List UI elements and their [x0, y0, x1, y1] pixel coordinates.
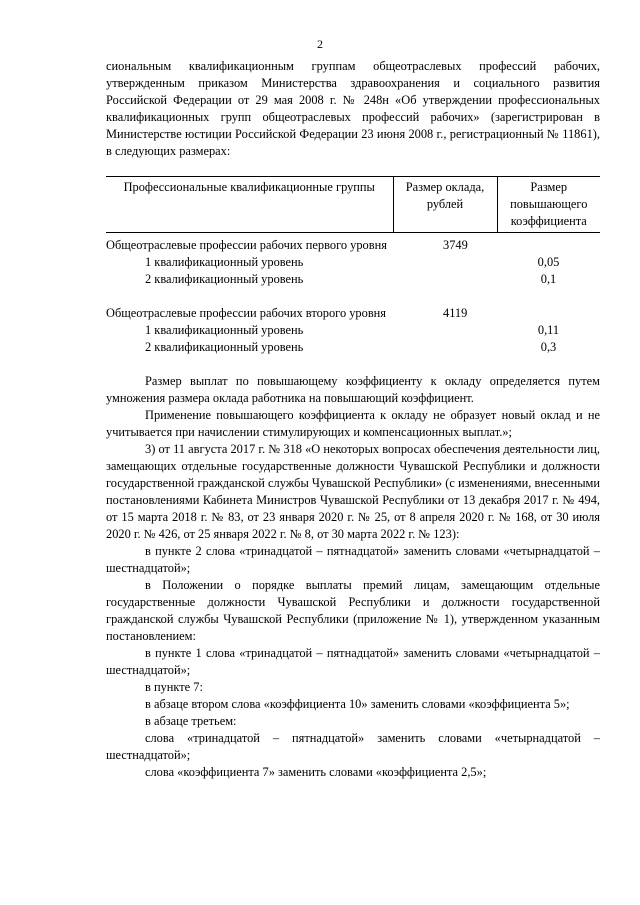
level-coefficient: 0,1	[540, 272, 557, 286]
level-name: 2 квалификационный уровень	[145, 340, 304, 354]
group-name: Общеотраслевые профессии рабочих первого уровня	[106, 238, 387, 252]
table-row	[106, 237, 600, 254]
table-row	[106, 305, 600, 322]
table-row	[106, 254, 600, 271]
paragraph: слова «тринадцатой – пятнадцатой» заменить словами «четырнадцатой – шестнадцатой»;	[106, 731, 600, 762]
page-number: 2	[317, 37, 323, 51]
table-header-row	[106, 177, 600, 233]
paragraph: Применение повышающего коэффициента к окладу не образует новый оклад и не учитывается при начислении стимулирующих и компенсационных выплат.»;	[106, 408, 600, 439]
level-coefficient: 0,11	[537, 323, 560, 337]
salary-table	[106, 176, 600, 356]
paragraph: Размер выплат по повышающему коэффициенту к окладу определяется путем умножения размера оклада работника на повышающий коэффициент.	[106, 374, 600, 405]
paragraph: 3) от 11 августа 2017 г. № 318 «О некоторых вопросах обеспечения деятельности лиц, замещающих отдельные государственные должности Чувашской Республики и должности государственной гражданской службы Чувашской Республики» (с изменениями, внесенными постановлениями Кабинета Министров Чувашской Республики от 13 декабря 2017 г. № 494, от 15 марта 2018 г. № 83, от 23 января 2020 г. № 25, от 8 апреля 2020 г. № 168, от 30 июля 2020 г. № 426, от 25 января 2022 г. № 8, от 30 марта 2022 г. № 123):	[106, 442, 600, 541]
level-name: 1 квалификационный уровень	[145, 255, 304, 269]
level-coefficient: 0,05	[537, 255, 560, 269]
paragraph: в Положении о порядке выплаты премий лицам, замещающим отдельные государственные должности Чувашской Республики и должности государственной гражданской службы Чувашской Республики (приложение № 1), утвержденном указанным постановлением:	[106, 578, 600, 643]
paragraph: в абзаце третьем:	[145, 714, 237, 728]
group-salary: 4119	[443, 306, 468, 320]
table-row	[106, 339, 600, 356]
intro-paragraph: сиональным квалификационным группам общеотраслевых профессий рабочих, утвержденным приказом Министерства здравоохранения и социального развития Российской Федерации от 29 мая 2008 г. № 248н «Об утверждении профессиональных квалификационных групп общеотраслевых профессий рабочих» (зарегистрирован в Министерстве юстиции Российской Федерации 23 июня 2008 г., регистрационный № 11861), в следующих размерах:	[106, 59, 600, 158]
header-coefficient: Размер повышающего коэффициента	[497, 177, 600, 233]
table-row	[106, 271, 600, 288]
level-name: 2 квалификационный уровень	[145, 272, 304, 286]
body-text	[106, 373, 600, 781]
paragraph: слова «коэффициента 7» заменить словами «коэффициента 2,5»;	[145, 765, 487, 779]
paragraph: в пункте 1 слова «тринадцатой – пятнадцатой» заменить словами «четырнадцатой – шестнадцатой»;	[106, 646, 600, 677]
group-salary: 3749	[443, 238, 468, 252]
level-name: 1 квалификационный уровень	[145, 323, 304, 337]
header-salary: Размер оклада, рублей	[393, 177, 497, 233]
document-body	[106, 58, 600, 781]
paragraph: в пункте 7:	[145, 680, 203, 694]
group-name: Общеотраслевые профессии рабочих второго уровня	[106, 306, 386, 320]
header-groups: Профессиональные квалификационные группы	[106, 177, 393, 233]
paragraph: в абзаце втором слова «коэффициента 10» заменить словами «коэффициента 5»;	[145, 697, 570, 711]
paragraph: в пункте 2 слова «тринадцатой – пятнадцатой» заменить словами «четырнадцатой – шестнадцатой»;	[106, 544, 600, 575]
table-row	[106, 322, 600, 339]
level-coefficient: 0,3	[540, 340, 557, 354]
